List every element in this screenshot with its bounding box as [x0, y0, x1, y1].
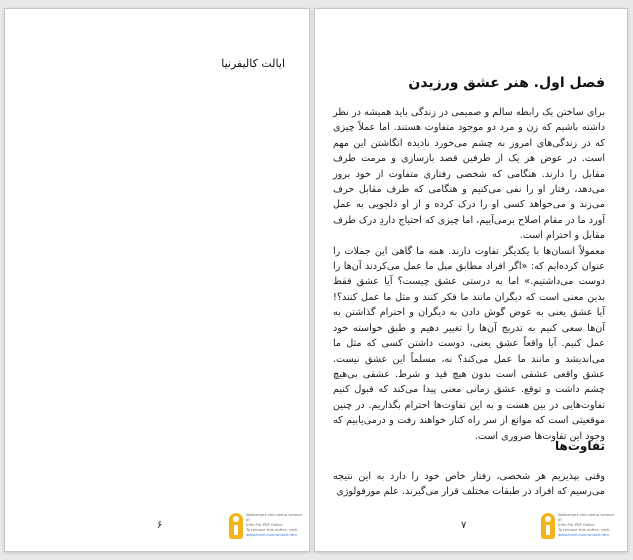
left-page [4, 8, 310, 552]
running-header: ایالت کالیفرنیا [221, 57, 285, 70]
chapter-title: فصل اول. هنر عشق ورزیدن [408, 75, 605, 91]
page-number: ۶ [157, 520, 163, 531]
body-text [333, 469, 605, 500]
section-heading: تفاوت‌ها [555, 439, 605, 453]
watermark-line: Infix Pro PDF Editor. [246, 522, 284, 527]
infix-logo-icon [541, 513, 555, 539]
right-page [314, 8, 628, 552]
infix-watermark [229, 509, 303, 545]
watermark-text [558, 512, 616, 537]
body-text [333, 105, 605, 444]
watermark-line: Infix Pro PDF Editor. [558, 522, 596, 527]
watermark-line: To remove this notice, visit: [246, 527, 299, 532]
paragraph: برای ساختن یک رابطه سالم و صمیمی در زندگی باید همیشه در نظر داشته باشیم که زن و مرد دو موجود متفاوت هستند. اما عملاً چیزی که در زندگی‌های امروز به چشم می‌خورد نادیده انگاشتن این مهم است. در عوض هر یک از طرفین قصد بازسازی و مرمت طرف مقابل را دارند. هنگامی که شخصی رفتاری متفاوت از خود بروز می‌دهد، رفتار او را نفی می‌کنیم و هنگامی که طرف مقابل حرف می‌زند و می‌خواهد کسی او را درک کرده و از او دلجویی به عمل آورد ما در مقام اصلاح برمی‌آییم، اما چیزی که احتیاج داردِ درک طرف مقابل و احترام است. [333, 107, 605, 242]
infix-watermark [541, 509, 615, 545]
paragraph: وقتی بپذیریم هر شخصی، رفتار خاص خود را دارد به این نتیجه می‌رسیم که افراد در طبقات مختلف قرار می‌گیرند. علم مورفولوژی [333, 471, 605, 498]
watermark-line: Watermark this demo version of [246, 512, 303, 522]
watermark-line: To remove this notice, visit: [558, 527, 611, 532]
watermark-link[interactable]: www.iceni.com/unlock.htm [558, 532, 609, 537]
page-number: ۷ [461, 520, 467, 531]
infix-logo-icon [229, 513, 243, 539]
watermark-link[interactable]: www.iceni.com/unlock.htm [246, 532, 297, 537]
watermark-text [246, 512, 304, 537]
watermark-line: Watermark this demo version of [558, 512, 615, 522]
paragraph: معمولاً انسان‌ها با یکدیگر تفاوت دارند. همه ما گاهی این جملات را عنوان کرده‌ایم که: «اگر افراد مطابق میل ما عمل می‌کردند آن‌ها را دوست می‌داشتیم.» اما به درستی عشق چیست؟ آیا عشق فقط بدین معنی است که دیگران مانند ما فکر کنند و مثل ما عمل کنند؟! آیا عشق یعنی به عوض گوش دادن به دیگران و احترام گذاشتن به آن‌ها سعی کنیم به تدریج آن‌ها را تغییر دهیم و طبق خواسته خود عمل کنیم. آیا واقعاً عشق یعنی، دوست داشتن کسی که مثل ما می‌اندیشد و مانند ما عمل می‌کند؟ نه، مسلماً این عشق نیست. عشق واقعی عشقی است بدون هیچ قید و شرط. عشقی بی‌هیچ چشم داشت و توقع. عشق زمانی معنی پیدا می‌کند که قبول کنیم تفاوت‌هایی در بین هست و به این تفاوت‌ها احترام بگذاریم. در چنین موقعیتی است که موانع از سر راه کنار خواهند رفت و درمی‌یابیم که وجود این تفاوت‌ها ضروری است. [333, 245, 605, 442]
